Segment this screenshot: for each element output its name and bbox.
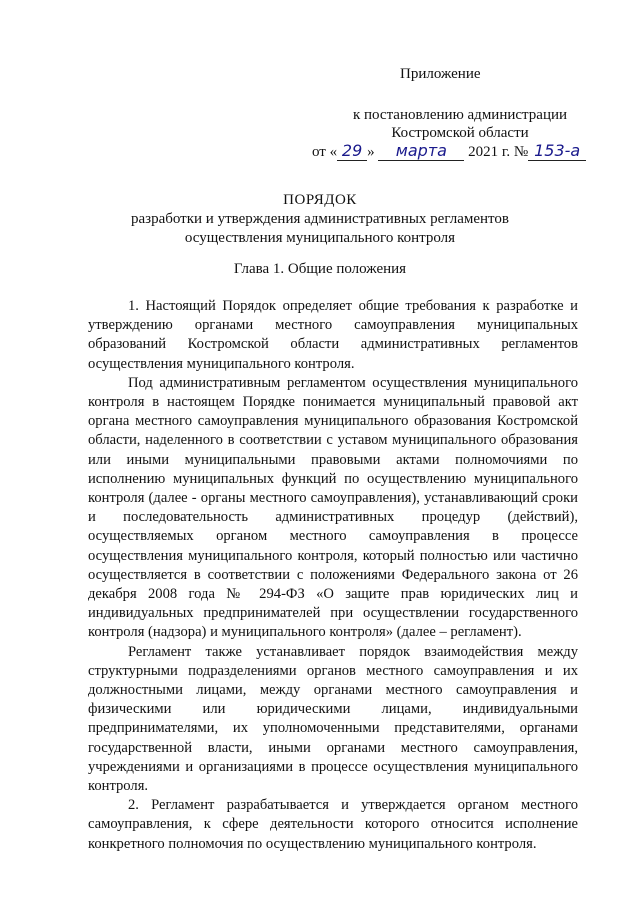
date-prefix: от «: [312, 144, 338, 160]
document-title: [60, 191, 580, 248]
date-month-handwritten: марта: [378, 141, 464, 161]
paragraph: 1. Настоящий Порядок определяет общие требования к разработке и утверждению органами местного самоуправления муниципальных образований Костромской области административных регламентов осуществления муниципального контроля.: [88, 298, 578, 372]
title-sub-1: разработки и утверждения административных регламентов: [131, 211, 509, 227]
paragraph: 2. Регламент разрабатывается и утверждается органом местного самоуправления, к сфере деятельности которого относится исполнение конкретного полномочия по осуществлению муниципального контроля.: [88, 797, 578, 852]
title-sub-2: осуществления муниципального контроля: [184, 230, 456, 246]
date-mid: »: [367, 144, 375, 160]
decree-date-line: [312, 141, 586, 161]
date-year: 2021 г. №: [468, 144, 529, 160]
title-main: ПОРЯДОК: [283, 192, 357, 208]
chapter-heading: Глава 1. Общие положения: [233, 261, 407, 277]
document-body: [88, 297, 578, 854]
date-day-handwritten: 29: [337, 141, 367, 161]
decree-line-2: Костромской области: [391, 125, 529, 141]
paragraph: Под административным регламентом осуществления муниципального контроля в настоящем Порядке понимается муниципальный правовой акт органа местного самоуправления муниципального образования Костромской области, наделенного в соответствии с уставом муниципального образования или иными муниципальными правовыми актами полномочиями по исполнению муниципальных функций по осуществлению муниципального контроля (далее - органы местного самоуправления), устанавливающий сроки и последовательность административных процедур (действий), осуществляемых органом местного самоуправления в процессе осуществления муниципального контроля, который полностью или частично осуществляется в соответствии с положениями Федерального закона от 26 декабря 2008 года № 294-ФЗ «О защите прав юридических лиц и индивидуальных предпринимателей при осуществлении государственного контроля (надзора) и муниципального контроля» (далее – регламент).: [88, 374, 578, 641]
paragraph: Регламент также устанавливает порядок взаимодействия между структурными подразделениями органов местного самоуправления и их должностными лицами, между органами местного самоуправления и физическими или юридическими лицами, индивидуальными предпринимателями, их уполномоченными представителями, органами государственной власти, иными органами местного самоуправления, учреждениями и организациями в процессе осуществления муниципального контроля.: [88, 643, 578, 795]
appendix-label: Приложение: [400, 66, 481, 82]
decree-reference: [340, 106, 580, 142]
decree-number-handwritten: 153-а: [528, 141, 586, 161]
decree-line-1: к постановлению администрации: [352, 107, 568, 123]
